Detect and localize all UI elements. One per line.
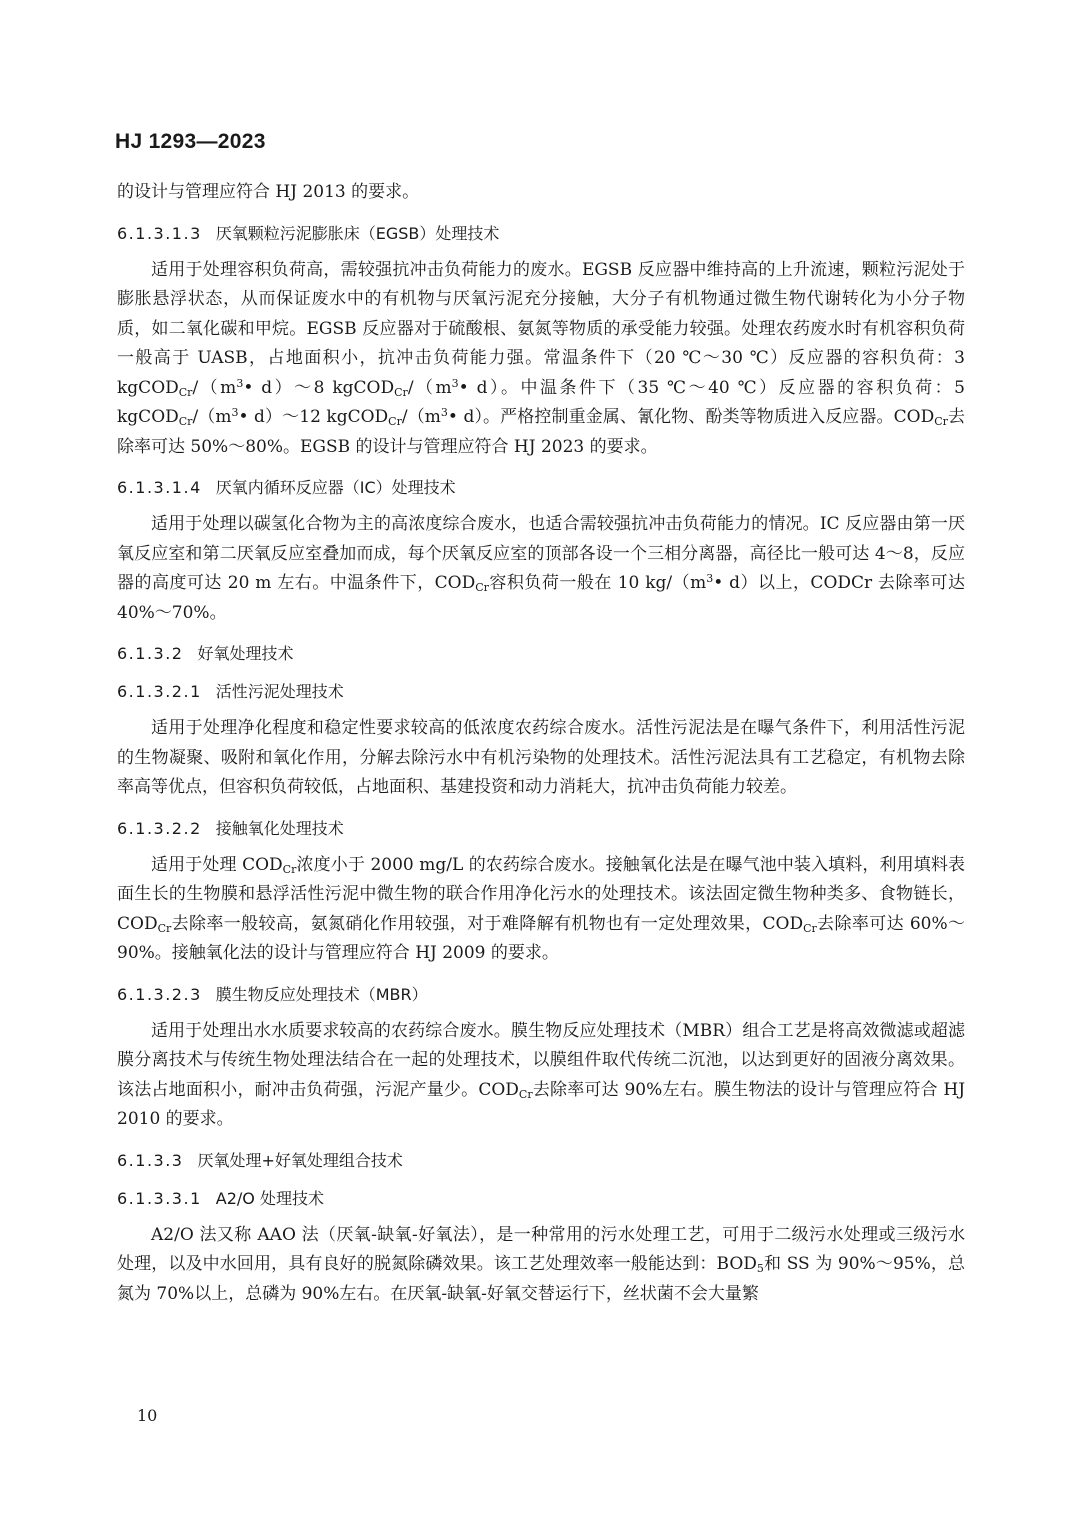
heading-title: 厌氧内循环反应器（IC）处理技术 bbox=[215, 478, 456, 497]
heading-6-1-3-1-4 bbox=[117, 476, 965, 500]
intro-paragraph: 的设计与管理应符合 HJ 2013 的要求。 bbox=[117, 182, 420, 202]
heading-title: 活性污泥处理技术 bbox=[215, 682, 344, 701]
document-body bbox=[117, 178, 965, 1309]
heading-title: 厌氧处理+好氧处理组合技术 bbox=[197, 1150, 403, 1170]
paragraph-contact-oxidation: 适用于处理 $COD_{Cr}$浓度小于 2000 mg/L 的农药综合废水。接触氧化法是在曝气池中装入填料，利用填料表面生长的生物膜和悬浮活性污泥中微生物的联合作用净化污水的处理技术。该法固定微生物种类多、食物链长，$COD_{Cr}$去除率一般较高，氨氮硝化作用较强，对于难降解有机物也有一定处理效果，$COD_{Cr}$去除率可达 60%～90%。接触氧化法的设计与管理应符合 HJ 2009 的要求。 bbox=[117, 854, 965, 963]
heading-title: A2/O 处理技术 bbox=[215, 1188, 324, 1208]
heading-number: 6.1.3.2 bbox=[117, 644, 184, 663]
heading-6-1-3-2 bbox=[117, 642, 965, 666]
paragraph-egsb: 适用于处理容积负荷高，需较强抗冲击负荷能力的废水。EGSB 反应器中维持高的上升流速，颗粒污泥处于膨胀悬浮状态，从而保证废水中的有机物与厌氧污泥充分接触，大分子有机物通过微生物代谢转化为小分子物质，如二氧化碳和甲烷。EGSB 反应器对于硫酸根、氨氮等物质的承受能力较强。处理农药废水时有机容积负荷一般高于 UASB，占地面积小，抗冲击负荷能力强。常温条件下（20 ℃～30 ℃）反应器的容积负荷：3 $kgCOD_{Cr}/(m^3•$ d）～8 $kgCOD_{Cr}/(m^3•$ d）。中温条件下（35 ℃～40 ℃）反应器的容积负荷：5 $kgCOD_{Cr}/(m^3•$ d）～12 $kgCOD_{Cr}/(m^3•$ d）。严格控制重金属、氰化物、酚类等物质进入反应器。$COD_{Cr}$去除率可达 50%～80%。EGSB 的设计与管理应符合 HJ 2023 的要求。 bbox=[117, 259, 965, 457]
standard-number-header: HJ 1293—2023 bbox=[115, 130, 266, 153]
heading-number: 6.1.3.2.1 bbox=[117, 682, 202, 701]
paragraph-activated-sludge: 适用于处理净化程度和稳定性要求较高的低浓度农药综合废水。活性污泥法是在曝气条件下，利用活性污泥的生物凝聚、吸附和氧化作用，分解去除污水中有机污染物的处理技术。活性污泥法具有工艺稳定，有机物去除率高等优点，但容积负荷较低，占地面积、基建投资和动力消耗大，抗冲击负荷能力较差。 bbox=[117, 718, 965, 797]
heading-6-1-3-3-1 bbox=[117, 1187, 965, 1211]
heading-title: 厌氧颗粒污泥膨胀床（EGSB）处理技术 bbox=[215, 223, 500, 243]
heading-6-1-3-2-2 bbox=[117, 817, 965, 841]
heading-number: 6.1.3.2.3 bbox=[117, 984, 202, 1004]
paragraph-a2o: A2/O 法又称 AAO 法（厌氧-缺氧-好氧法），是一种常用的污水处理工艺，可用于二级污水处理或三级污水处理，以及中水回用，具有良好的脱氮除磷效果。该工艺处理效率一般能达到：$BOD_5$和 SS 为 90%～95%，总氮为 70%以上，总磷为 90%左右。在厌氧-缺氧-好氧交替运行下，丝状菌不会大量繁 bbox=[117, 1224, 965, 1304]
page-number: 10 bbox=[137, 1406, 158, 1425]
heading-number: 6.1.3.1.3 bbox=[117, 223, 202, 243]
heading-title: 膜生物反应处理技术（MBR） bbox=[215, 984, 428, 1004]
heading-number: 6.1.3.1.4 bbox=[117, 478, 202, 497]
heading-6-1-3-1-3 bbox=[117, 222, 965, 246]
heading-title: 接触氧化处理技术 bbox=[215, 818, 344, 838]
paragraph-mbr: 适用于处理出水水质要求较高的农药综合废水。膜生物反应处理技术（MBR）组合工艺是将高效微滤或超滤膜分离技术与传统生物处理法结合在一起的处理技术，以膜组件取代传统二沉池，以达到更好的固液分离效果。该法占地面积小，耐冲击负荷强，污泥产量少。$COD_{Cr}$去除率可达 90%左右。膜生物法的设计与管理应符合 HJ 2010 的要求。 bbox=[117, 1020, 966, 1129]
heading-6-1-3-2-1 bbox=[117, 680, 965, 704]
heading-number: 6.1.3.3.1 bbox=[117, 1188, 202, 1208]
heading-title: 好氧处理技术 bbox=[197, 644, 294, 663]
heading-6-1-3-2-3 bbox=[117, 983, 965, 1007]
heading-number: 6.1.3.2.2 bbox=[117, 818, 202, 838]
heading-number: 6.1.3.3 bbox=[117, 1150, 184, 1170]
paragraph-ic: 适用于处理以碳氢化合物为主的高浓度综合废水，也适合需较强抗冲击负荷能力的情况。IC 反应器由第一厌氧反应室和第二厌氧反应室叠加而成，每个厌氧反应室的顶部各设一个三相分离器，高径比一般可达 4～8，反应器的高度可达 20 m 左右。中温条件下，$COD_{Cr}$容积负荷一般在 10 $kg/(m^3•$ d）以上，CODCr 去除率可达 40%～70%。 bbox=[117, 514, 965, 623]
heading-6-1-3-3 bbox=[117, 1149, 965, 1173]
